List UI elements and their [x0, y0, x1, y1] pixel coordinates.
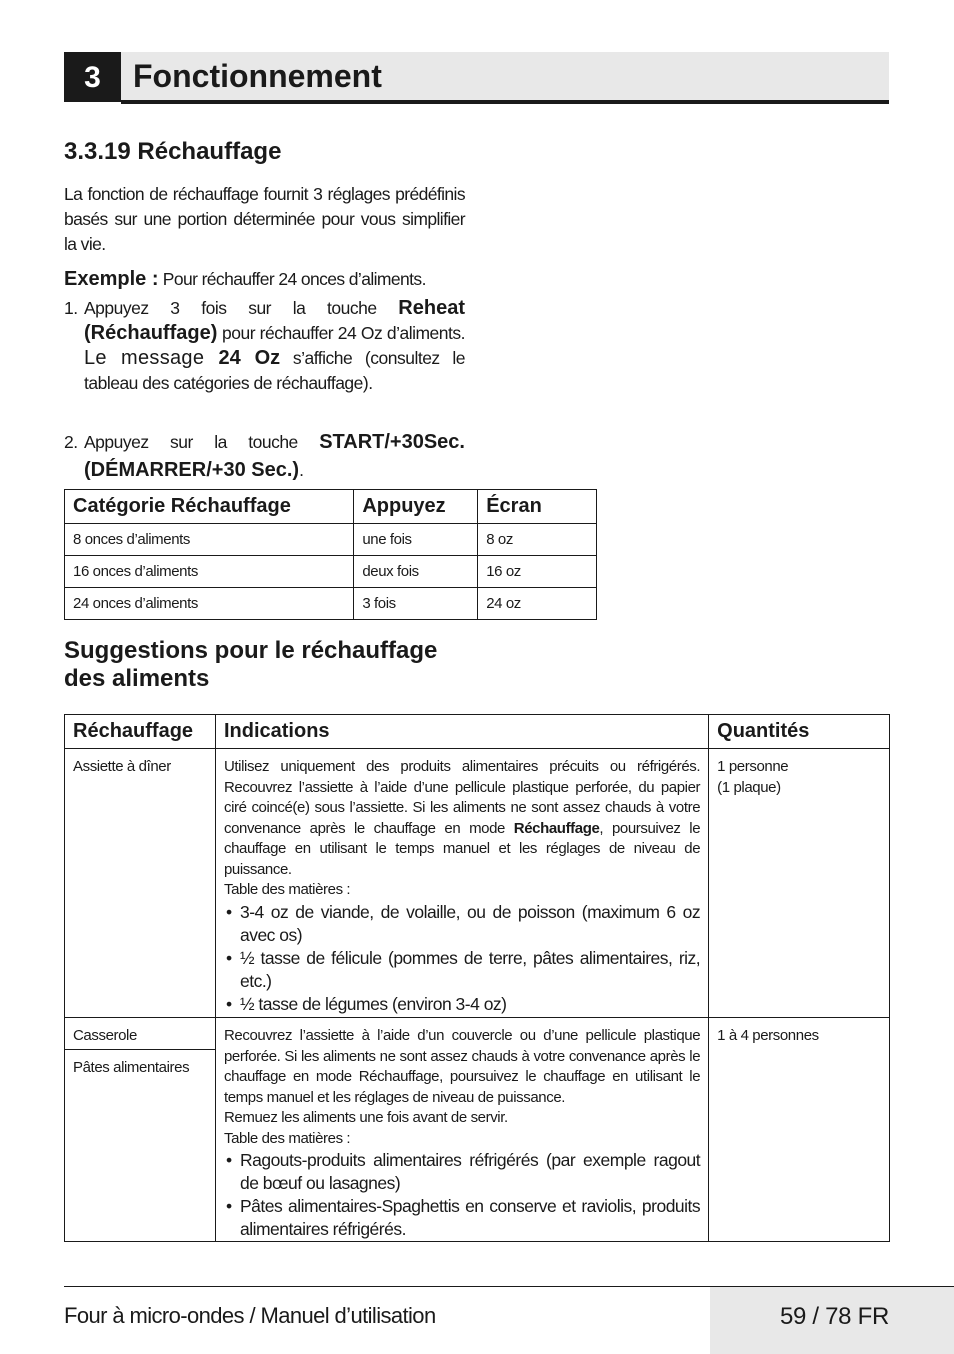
instructions-text: Recouvrez l’assiette à l’aide d’un couvercle ou d’une pellicule plastique perforée. Si les aliments ne sont assez chauds à votre convenance après le chauffage en mode Réchauffage, poursuivez le chauffage en utilisant le temps manuel et les réglages de niveau de puissance.	[223, 1027, 701, 1106]
food-item: Casserole	[65, 1018, 216, 1050]
table-row	[65, 588, 597, 620]
table-cell: 8 onces d’aliments	[65, 524, 354, 556]
table-cell: deux fois	[354, 556, 478, 588]
step-1-part-b: pour réchauffer 24 Oz d’aliments.	[217, 323, 465, 343]
instructions-cell	[215, 749, 708, 1018]
instructions-part-a: Utilisez uniquement des produits alimentaires précuits ou réfrigérés. Recouvrez l’assiette à l’aide d’une pellicule plastique perforée, du papier ciré coincé(e) sous l’assiette. Si les aliments ne sont assez chauds à votre convenance après le chauffage en mode	[223, 758, 701, 837]
reheat-key-label: Reheat (Réchauffage)	[84, 297, 465, 344]
col-header: Réchauffage	[65, 715, 216, 749]
col-header: Indications	[215, 715, 708, 749]
chapter-title: Fonctionnement	[133, 58, 382, 94]
table-cell: 3 fois	[354, 588, 478, 620]
table-cell: 16 onces d’aliments	[65, 556, 354, 588]
list-item: • Pâtes alimentaires-Spaghettis en conserve et raviolis, produits alimentaires réfrigérés.	[224, 1195, 700, 1241]
table-row	[65, 556, 597, 588]
table-cell: 8 oz	[478, 524, 597, 556]
table-row	[65, 1018, 890, 1050]
table-cell: 24 oz	[478, 588, 597, 620]
col-header: Écran	[478, 490, 597, 524]
reheat-category-table	[64, 489, 597, 620]
quantity-cell	[709, 749, 890, 1018]
list-item: • ½ tasse de félicule (pommes de terre, pâtes alimentaires, riz, etc.)	[224, 947, 700, 993]
col-header: Quantités	[709, 715, 890, 749]
food-item: Pâtes alimentaires	[65, 1050, 216, 1242]
page-number: 59 / 78 FR	[779, 1303, 889, 1330]
list-item: • ½ tasse de légumes (environ 3-4 oz)	[224, 993, 700, 1016]
list-item: • 3-4 oz de viande, de volaille, ou de poisson (maximum 6 oz avec os)	[224, 901, 700, 947]
suggestions-title-line-1: Suggestions pour le réchauffage	[64, 637, 438, 664]
example-label: Exemple :	[64, 268, 159, 290]
instructions-bold: Réchauffage	[513, 819, 600, 837]
col-header: Appuyez	[354, 490, 478, 524]
table-header-row	[65, 715, 890, 749]
step-1-part-a: Appuyez 3 fois sur la touche	[84, 298, 399, 318]
col-header: Catégorie Réchauffage	[65, 490, 354, 524]
suggestions-title-line-2: des aliments	[64, 665, 210, 692]
example-line	[64, 265, 484, 293]
quantity-line-2: (1 plaque)	[717, 778, 781, 796]
suggestions-table	[64, 714, 890, 1242]
table-cell: 16 oz	[478, 556, 597, 588]
step-1	[64, 296, 465, 421]
remove-text: Remuez les aliments une fois avant de servir.	[223, 1109, 508, 1126]
table-row	[65, 749, 890, 1018]
step-2-part-b: .	[299, 460, 304, 480]
step-1-number: 1.	[64, 298, 78, 318]
header-underline	[121, 100, 889, 104]
start-key-label: START/+30Sec. (DÉMARRER/+30 Sec.)	[84, 431, 465, 481]
contents-label: Table des matières :	[223, 1129, 351, 1147]
step-1-part-c: s’affiche (consultez le tableau des catégories de réchauffage).	[84, 348, 465, 393]
section-title: 3.3.19 Réchauffage	[64, 138, 282, 165]
list-item: • Ragouts-produits alimentaires réfrigérés (par exemple ragout de bœuf ou lasagnes)	[224, 1149, 700, 1195]
intro-paragraph: La fonction de réchauffage fournit 3 réglages prédéfinis basés sur une portion déterminée pour vous simplifier la vie.	[64, 184, 465, 254]
quantity-line-1: 1 personne	[717, 758, 789, 775]
suggestions-title	[64, 637, 437, 693]
chapter-number: 3	[64, 52, 121, 102]
table-cell: 24 onces d’aliments	[65, 588, 354, 620]
example-text: Pour réchauffer 24 onces d’aliments.	[158, 269, 426, 289]
table-cell: une fois	[354, 524, 478, 556]
food-item: Assiette à dîner	[65, 749, 216, 1018]
table-header-row	[65, 490, 597, 524]
quantity-cell: 1 à 4 personnes	[709, 1018, 890, 1242]
instructions-part-b: , poursuivez le chauffage en utilisant le temps manuel et les réglages de niveau de puissance.	[223, 819, 701, 878]
step-1-message-label: Le message	[84, 347, 219, 369]
contents-list	[224, 901, 700, 1016]
step-2-part-a: Appuyez sur la touche	[84, 432, 320, 452]
step-2	[64, 428, 465, 483]
step-2-text	[84, 428, 465, 484]
step-2-number: 2.	[64, 432, 78, 452]
instructions-text	[224, 757, 700, 880]
contents-list	[224, 1149, 700, 1241]
step-1-text	[84, 296, 465, 396]
contents-label: Table des matières :	[223, 881, 351, 898]
chapter-header	[64, 52, 889, 102]
footer-manual-title: Four à micro-ondes / Manuel d’utilisation	[64, 1303, 436, 1328]
table-row	[65, 524, 597, 556]
instructions-cell	[215, 1018, 708, 1242]
display-24oz: 24 Oz	[218, 347, 281, 369]
